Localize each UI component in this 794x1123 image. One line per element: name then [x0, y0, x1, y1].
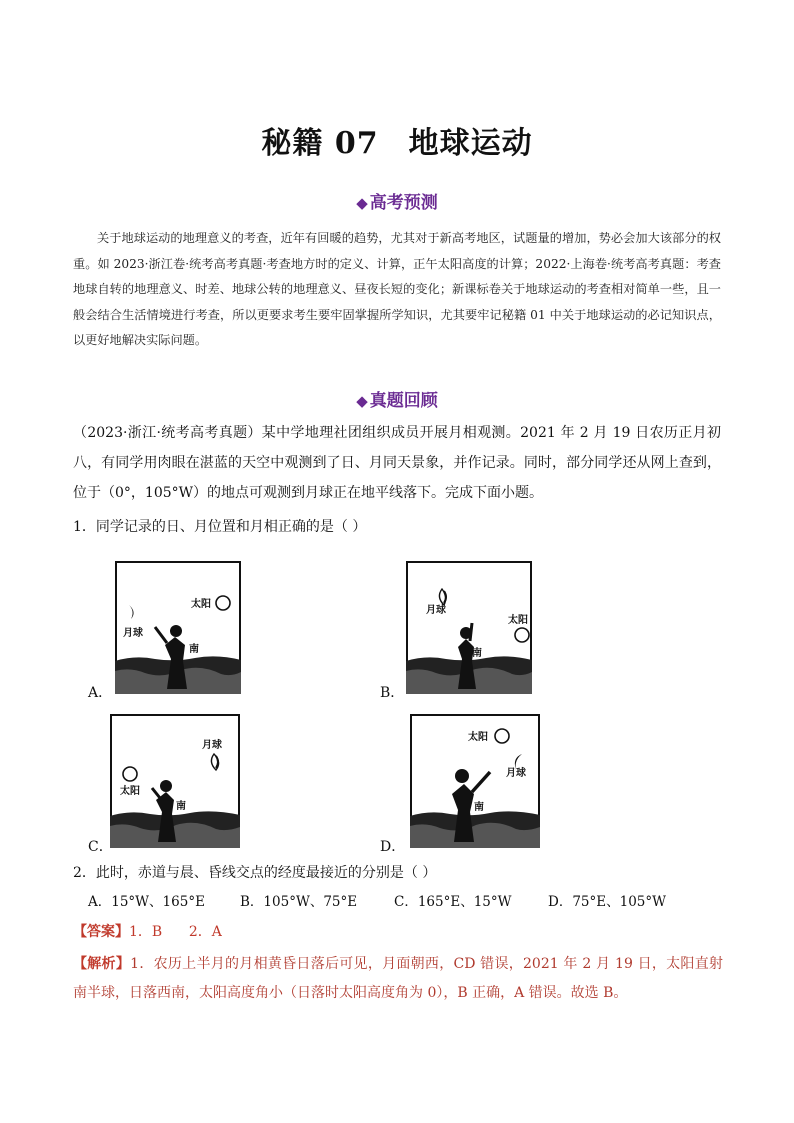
intro-paragraph: 关于地球运动的地理意义的考查，近年有回暖的趋势，尤其对于新高考地区，试题量的增加，势必会加大该部分的权重。如 2023·浙江卷·统考高考真题·考查地方时的定义、计算，正午太阳高度的计算；2022·上海卷·统考高考真题：考查地球自转的地理意义、时差、地球公转的地理意义、昼夜长短的变化；新课标卷关于地球运动的考查相对简单一些，且一般会结合生活情境进行考查，所以更要求考生要牢固掌握所学知识，尤其要牢记秘籍 01 中关于地球运动的必记知识点，以更好地解决实际问题。: [73, 231, 721, 347]
sun-label: 太阳: [191, 599, 211, 610]
analysis-text: 1．农历上半月的月相黄昏日落后可见，月面朝西，CD 错误，2021 年 2 月 19 日，太阳直射南半球，日落西南，太阳高度角小（日落时太阳高度角为 0），B 正确，A 错误。故选 B。: [73, 956, 723, 1001]
question-1: 1．同学记录的日、月位置和月相正确的是（ ）: [73, 519, 367, 535]
moon-label: 月球: [506, 768, 526, 779]
choice-c: C．165°E、15°W: [394, 894, 512, 910]
answer-text: 1．B 2．A: [129, 924, 222, 940]
section-forecast: ◆ 高考预测: [356, 193, 438, 213]
diamond-icon: ◆: [356, 392, 368, 410]
figure-option-d: [410, 714, 540, 848]
sun-label: 太阳: [508, 615, 528, 626]
option-c-label: C．: [88, 839, 113, 855]
sun-label: 太阳: [120, 786, 140, 797]
figure-option-a: [115, 561, 241, 694]
south-label: 南: [189, 644, 199, 655]
passage: （2023·浙江·统考高考真题）某中学地理社团组织成员开展月相观测。2021 年 2 月 19 日农历正月初八，有同学用肉眼在湛蓝的天空中观测到了日、月同天景象，并作记录。同时，部分同学还从网上查到，位于（0°，105°W）的地点可观测到月球正在地平线落下。完成下面小题。: [73, 425, 721, 501]
question-2: 2．此时，赤道与晨、昏线交点的经度最接近的分别是（ ）: [73, 865, 437, 881]
choice-b: B．105°W、75°E: [240, 894, 358, 910]
moon-label: 月球: [426, 605, 446, 616]
diamond-icon: ◆: [356, 194, 368, 212]
south-label: 南: [474, 802, 484, 813]
south-label: 南: [176, 801, 186, 812]
figure-option-c: [110, 714, 240, 848]
section-review: ◆ 真题回顾: [356, 391, 438, 411]
option-d-label: D．: [380, 839, 406, 855]
answer-line: [73, 921, 222, 941]
south-label: 南: [472, 648, 482, 659]
title-prefix: 秘籍 07: [261, 126, 379, 161]
analysis-tag: 【解析】: [73, 956, 131, 972]
option-a-label: A．: [88, 685, 113, 701]
analysis-paragraph: [73, 950, 723, 1008]
choice-a: A．15°W、165°E: [88, 894, 205, 910]
moon-label: 月球: [123, 628, 143, 639]
moon-label: 月球: [202, 740, 222, 751]
figure-option-b: [406, 561, 532, 694]
sun-label: 太阳: [468, 732, 488, 743]
option-b-label: B．: [380, 685, 405, 701]
title-main: 地球运动: [408, 126, 533, 161]
answer-tag: 【答案】: [73, 924, 129, 940]
question-2-choices: [88, 890, 666, 910]
choice-d: D．75°E、105°W: [548, 894, 666, 910]
page-title: [0, 118, 794, 162]
